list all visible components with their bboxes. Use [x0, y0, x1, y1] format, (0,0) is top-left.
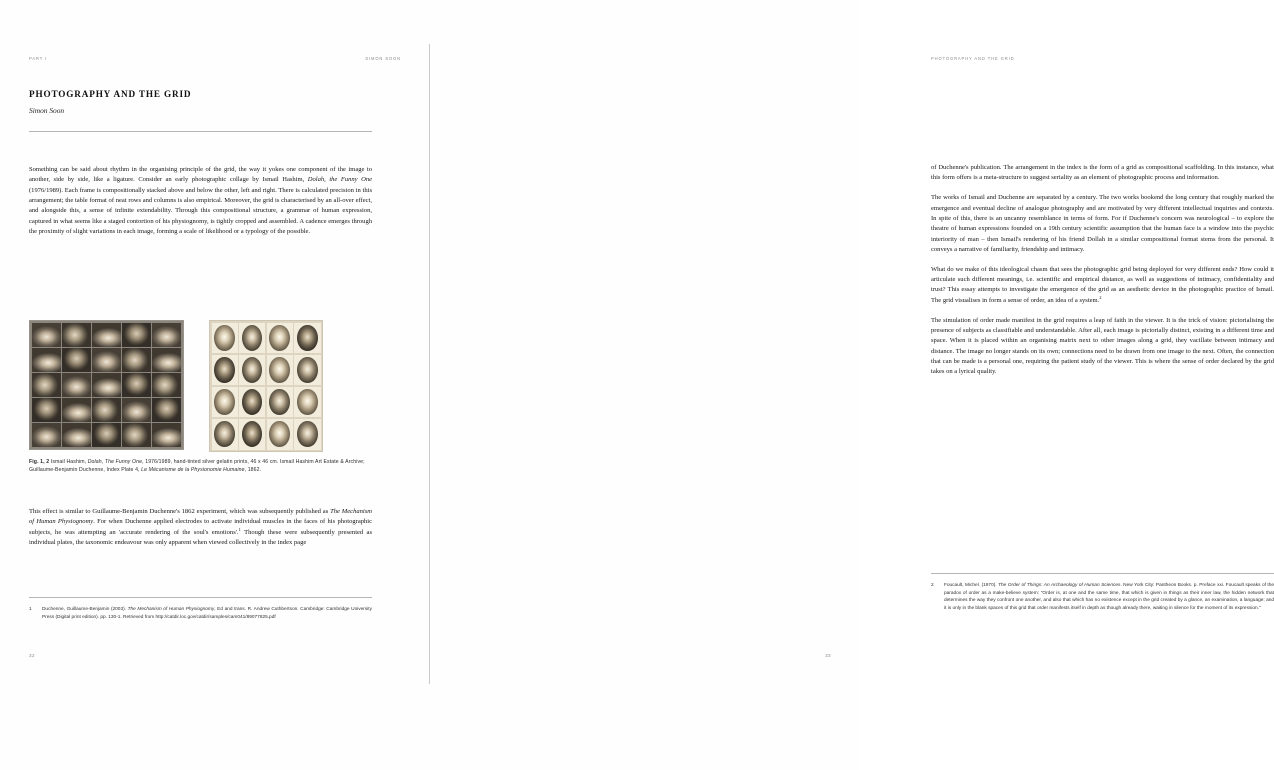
work-title: Dolah, the Funny One — [307, 176, 373, 184]
running-head-part: PART I — [29, 56, 48, 61]
footnote-divider — [931, 573, 1274, 574]
footnote-text — [944, 582, 1274, 612]
figure-cell — [294, 323, 320, 354]
figure-2-portrait-grid — [209, 320, 323, 452]
paragraph-text: (1976/1989). Each frame is compositionally stacked above and below the other, left and right. There is calculated precision in this arrangement; the table format of neat rows and columns is also empirical. Moreover, the grid is characterised by an all-over effect, and alongside this, a sense of infinite extendability. Through this compositional structure, a grammar of human expression, captured in what seems like a staged contortion of his physiognomy, is tightly cropped and assembled. A cadence emerges through the proximity of slight variations in each image, forming a scale of likelihood or a typology of the possible. — [29, 186, 372, 236]
figure-cell — [212, 323, 238, 354]
figure-cell — [32, 373, 61, 397]
footnote-number: 2 — [931, 583, 934, 588]
footnote-segment: Duchenne, Guillaume-Benjamin (2003). — [42, 607, 128, 612]
page-number-right: 33 — [825, 653, 831, 658]
paragraph-text: This effect is similar to Guillaume-Benjamin Duchenne's 1862 experiment, which was subsequently published as — [29, 508, 331, 515]
figure-cell — [32, 323, 61, 347]
figure-cell — [92, 323, 121, 347]
footnote-title: The Mechanism of Human Physiognomy — [127, 607, 215, 612]
figure-cell — [122, 348, 151, 372]
figure-cell — [239, 387, 265, 418]
figure-cell — [239, 323, 265, 354]
figure-cell — [32, 423, 61, 447]
figure-cell — [152, 423, 181, 447]
figure-cell — [152, 323, 181, 347]
figure-cell — [122, 398, 151, 422]
left-page — [0, 0, 430, 770]
figure-cell — [92, 348, 121, 372]
figure-cell — [32, 398, 61, 422]
figure-cell — [294, 387, 320, 418]
article-author: Simon Soon — [29, 106, 65, 115]
figure-cell — [92, 398, 121, 422]
paragraph: The simulation of order made manifest in the grid requires a leap of faith in the viewer. It is the trick of vision: pictorialising the presence of subjects as classifiable and understandable. After all, each image is pictorially distinct, existing in a different time and space. When it is placed within an organising matrix next to other images along a grid, they vacillate between intimacy and distance. The image no longer stands on its own; connections need to be drawn from one image to the next. Often, the connection that can be made is a personal one, requiring the patient study of the viewer. This is where the sense of order declared by the grid takes on a lyrical quality. — [931, 316, 1274, 376]
caption-text: , 1976/1989, hand-tinted silver gelatin prints, 46 x 46 cm. Ismail Hashim Art Estate & Archive; Guillaume-Benjamin Duchenne, Index Plate 4, — [29, 459, 365, 474]
left-body-column — [29, 165, 372, 237]
figure-cell — [92, 373, 121, 397]
figure-1-photo-grid — [29, 320, 184, 450]
paragraph-text: Though these were subsequently presented as individual plates, the taxonomic endeavour was only apparent when viewed collectively in the index page — [29, 528, 372, 547]
figure-cell — [62, 373, 91, 397]
figure-caption — [29, 458, 372, 475]
figure-cell — [239, 355, 265, 386]
right-page — [430, 0, 1274, 770]
paragraph-text: . For when Duchenne applied electrodes to activate individual muscles in the faces of his photographic subjects, he was attempting an 'accurate rendering of the soul's emotions'. — [29, 518, 372, 536]
footnote-text — [42, 606, 372, 621]
paragraph: of Duchenne's publication. The arrangement in the index is the form of a grid as compositional scaffolding. In this instance, what this form offers is a meta-structure to suggest seriality as an element of photographic process and information. — [931, 164, 1274, 182]
page-number-left: 32 — [29, 653, 35, 658]
paragraph-text: What do we make of this ideological chasm that sees the photographic grid being deployed for very different ends? How could it articulate such different meanings, i.e. scientific and empirical distance, as well as suggestions of intimacy, confidentiality and trust? This essay attempts to investigate the emergence of the grid as an aesthetic device in the photographic practice of Ismail. The grid visualises in form a sense of order, an idea of a system. — [931, 265, 1274, 304]
figure-cell — [122, 423, 151, 447]
figure-cell — [294, 419, 320, 450]
figure-cell — [267, 355, 293, 386]
figure-cell — [267, 387, 293, 418]
footnote-item — [931, 582, 1274, 612]
figure-cell — [212, 355, 238, 386]
artwork-title: Dolah, The Funny One — [87, 459, 143, 465]
figure-cell — [267, 419, 293, 450]
paragraph — [931, 265, 1274, 306]
footnote-segment: Foucault, Michel. (1970). — [944, 583, 999, 588]
left-footnotes — [29, 606, 372, 625]
paragraph: The works of Ismail and Duchenne are separated by a century. The two works bookend the long century that roughly marked the emergence and eventual decline of analogue photography and are motivated by very different intellectual inquiries and contexts. In spite of this, there is an uncanny resemblance in terms of form. For if Duchenne's concern was neurological – to explore the theatre of human expressions founded on a 19th century scientific assumption that the human face is a window into the psychic interiority of man – then Ismail's rendering of his friend Dollah in a similar compositional format stems from the personal. It conveys a narrative of familiarity, friendship and intimacy. — [931, 194, 1274, 253]
title-divider — [29, 131, 372, 132]
figure-cell — [62, 348, 91, 372]
footnote-segment: . New York City: Pantheon Books. p. Preface xxi. Foucault speaks of the paradox of order as a make-believe system: "Order is, at one and the same time, that which is given in things as their inner law, the hidden network that determines the way they confront one another, and also that which has no existence except in the grid created by a glance, an examination, a language; and it is only in the blank spaces of this grid that order manifests itself in depth as though already there, waiting in silence for the moment of its expression." — [944, 583, 1274, 611]
figure-cell — [212, 419, 238, 450]
figure-cell — [239, 419, 265, 450]
page-title: PHOTOGRAPHY AND THE GRID — [29, 89, 192, 99]
footnote-title: The Order of Things: An Archaeology of Human Sciences — [998, 583, 1121, 588]
right-footnotes — [931, 582, 1274, 616]
article-title-block — [29, 89, 372, 115]
running-head-title: PHOTOGRAPHY AND THE GRID — [931, 56, 1015, 61]
caption-text: , 1862. — [244, 467, 262, 474]
work-title: The Mechanism of Human Physiognomy — [29, 508, 372, 526]
figure-cell — [212, 387, 238, 418]
figure-cell — [62, 323, 91, 347]
footnote-number: 1 — [29, 607, 32, 612]
figure-cell — [62, 398, 91, 422]
paragraph — [29, 165, 372, 237]
caption-text: Ismail Hashim, — [49, 459, 88, 465]
artwork-title: Le Mécanisme de la Physionomie Humaine — [141, 467, 245, 474]
figure-group — [29, 320, 372, 452]
running-head-author: SIMON SOON — [365, 56, 401, 61]
figure-label: Fig. 1, 2 — [29, 459, 50, 465]
figure-cell — [92, 423, 121, 447]
footnote-item — [29, 606, 372, 621]
left-body-column-continued — [29, 507, 372, 548]
figure-cell — [32, 348, 61, 372]
right-body-column — [931, 163, 1274, 378]
paragraph-text: Something can be said about rhythm in the organising principle of the grid, the way it yokes one component of the image to another, side by side, like a ligature. Consider an early photographic collage by Ismail Hashim, — [29, 166, 372, 184]
figure-cell — [152, 398, 181, 422]
footnote-segment: , Ed and trans. R. Andrew Cuthbertson. Cambridge: Cambridge University Press (Digital print edition). pp. 130-1. Retrieved from http://catdir.loc.gov/catdir/samples/cam041/89077825.pdf — [42, 607, 372, 620]
figure-cell — [122, 373, 151, 397]
footnote-divider — [29, 597, 372, 598]
figure-cell — [152, 348, 181, 372]
figure-cell — [267, 323, 293, 354]
paragraph — [29, 507, 372, 548]
footnote-reference[interactable]: 2 — [1099, 294, 1102, 300]
figure-cell — [122, 323, 151, 347]
figure-cell — [62, 423, 91, 447]
figure-cell — [294, 355, 320, 386]
figure-cell — [152, 373, 181, 397]
footnote-reference[interactable]: 1 — [238, 526, 241, 532]
